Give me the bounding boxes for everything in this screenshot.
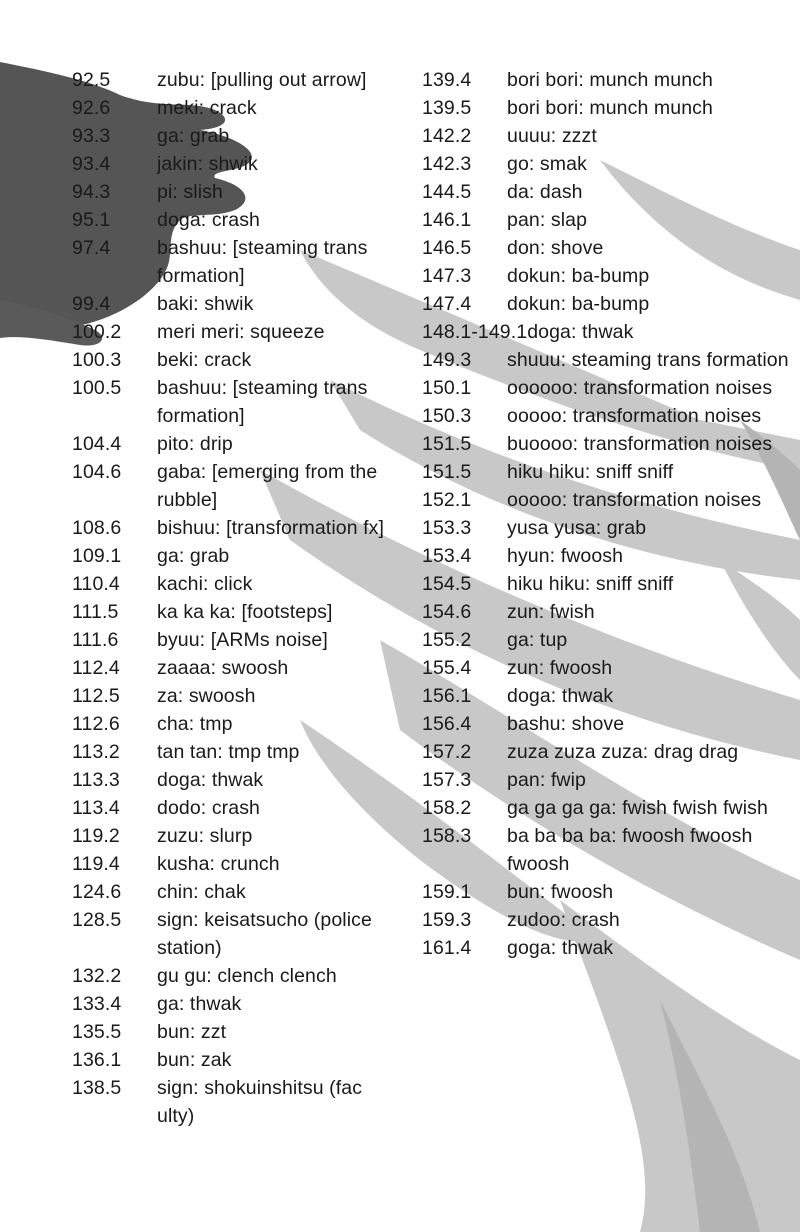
page-panel-ref: 113.3 [72,769,120,791]
sfx-translation: sign: keisatsucho (police station) [157,909,372,959]
glossary-entry [422,122,792,150]
page-panel-ref: 151.5 [422,461,472,483]
page-panel-ref: 135.5 [72,1021,122,1043]
page-panel-ref: 149.3 [422,349,472,371]
page-panel-ref: 146.5 [422,237,472,259]
page-panel-ref: 112.5 [72,685,120,707]
page-panel-ref: 142.3 [422,153,472,175]
page-panel-ref: 100.2 [72,321,122,343]
page-panel-ref: 97.4 [72,237,111,259]
page-panel-ref: 100.5 [72,377,122,399]
page-panel-ref: 95.1 [72,209,111,231]
glossary-entry [422,402,792,430]
page-panel-ref: 99.4 [72,293,111,315]
sfx-translation: bishuu: [transformation fx] [157,517,385,539]
sfx-translation: jakin: shwik [157,153,258,175]
sfx-translation: zudoo: crash [507,909,620,931]
page-panel-ref: 104.4 [72,433,122,455]
sfx-translation: hyun: fwoosh [507,545,624,567]
page-panel-ref: 139.5 [422,97,472,119]
sfx-translation: dokun: ba-bump [507,293,650,315]
glossary-entry [422,766,792,794]
page-panel-ref: 155.2 [422,629,472,651]
glossary-entry [422,514,792,542]
sfx-translation: yusa yusa: grab [507,517,647,539]
sfx-translation: doga: thwak [507,685,614,707]
sfx-translation: doga: thwak [527,321,634,343]
page-panel-ref: 109.1 [72,545,122,567]
page-panel-ref: 152.1 [422,489,472,511]
right-column [422,66,792,962]
page-panel-ref: 112.4 [72,657,120,679]
glossary-entry [72,598,402,626]
glossary-entry [422,906,792,934]
glossary-entry [72,1018,402,1046]
sfx-translation: goga: thwak [507,937,614,959]
sfx-translation: tan tan: tmp tmp [157,741,300,763]
glossary-entry [422,570,792,598]
glossary-entry [72,514,402,542]
glossary-entry [72,990,402,1018]
sfx-translation: doga: thwak [157,769,264,791]
glossary-entry [422,178,792,206]
glossary-entry [72,878,402,906]
glossary-entry [422,626,792,654]
sfx-translation: hiku hiku: sniff sniff [507,573,674,595]
page-panel-ref: 142.2 [422,125,472,147]
glossary-entry [72,850,402,878]
sfx-translation: don: shove [507,237,604,259]
page-panel-ref: 119.4 [72,853,120,875]
sfx-translation: chin: chak [157,881,246,903]
page-panel-ref: 133.4 [72,993,122,1015]
sfx-translation: ba ba ba ba: fwoosh fwoosh fwoosh [507,825,753,875]
page-panel-ref: 156.4 [422,713,472,735]
glossary-entry [72,346,402,374]
sfx-translation: zuza zuza zuza: drag drag [507,741,739,763]
glossary-entry [422,290,792,318]
sfx-translation: dodo: crash [157,797,260,819]
glossary-entry [72,94,402,122]
glossary-entry [422,234,792,262]
sfx-translation: zun: fwoosh [507,657,613,679]
glossary-entry [72,1046,402,1074]
glossary-entry [422,710,792,738]
glossary-entry [72,234,402,290]
glossary-entry [422,598,792,626]
glossary-entry [72,794,402,822]
page-panel-ref: 146.1 [422,209,472,231]
sfx-translation: meki: crack [157,97,257,119]
glossary-entry [422,878,792,906]
page-panel-ref: 108.6 [72,517,122,539]
sfx-translation: baki: shwik [157,293,254,315]
glossary-entry [422,374,792,402]
sfx-translation: zuzu: slurp [157,825,253,847]
glossary-entry [422,486,792,514]
sfx-translation: oooooo: transformation noises [507,377,773,399]
sfx-translation: bori bori: munch munch [507,97,713,119]
sfx-translation: go: smak [507,153,587,175]
glossary-entry [422,206,792,234]
sfx-translation: pi: slish [157,181,223,203]
page-panel-ref: 158.3 [422,825,472,847]
sfx-translation: bun: zak [157,1049,232,1071]
page-panel-ref: 132.2 [72,965,122,987]
glossary-entry [422,542,792,570]
page-panel-ref: 150.1 [422,377,472,399]
sfx-translation: ga: thwak [157,993,242,1015]
page-panel-ref: 148.1-149.1 [422,321,528,343]
sfx-translation: ooooo: transformation noises [507,489,762,511]
glossary-entry [72,206,402,234]
page-panel-ref: 157.2 [422,741,472,763]
glossary-entry [422,934,792,962]
sfx-translation: sign: shokuinshitsu (fac ulty) [157,1077,363,1127]
sfx-translation: meri meri: squeeze [157,321,325,343]
page-panel-ref: 93.3 [72,125,111,147]
sfx-translation: ka ka ka: [footsteps] [157,601,333,623]
page-panel-ref: 136.1 [72,1049,122,1071]
glossary-entry [72,570,402,598]
glossary-entry [422,262,792,290]
sfx-translation: ga: grab [157,125,230,147]
glossary-entry [72,290,402,318]
sfx-translation: pito: drip [157,433,233,455]
sfx-translation: bashu: shove [507,713,625,735]
glossary-entry [422,654,792,682]
page-panel-ref: 92.5 [72,69,111,91]
sfx-translation: zubu: [pulling out arrow] [157,69,367,91]
sfx-translation: dokun: ba-bump [507,265,650,287]
sfx-translation: byuu: [ARMs noise] [157,629,328,651]
glossary-entry [422,346,792,374]
page-panel-ref: 92.6 [72,97,111,119]
sfx-translation: ooooo: transformation noises [507,405,762,427]
glossary-entry [422,738,792,766]
sfx-translation: pan: fwip [507,769,586,791]
sfx-translation: gaba: [emerging from the rubble] [157,461,378,511]
page-panel-ref: 155.4 [422,657,472,679]
page-panel-ref: 159.1 [422,881,472,903]
glossary-entry [72,710,402,738]
page-panel-ref: 100.3 [72,349,122,371]
glossary-entry [72,178,402,206]
glossary-entry [72,1074,402,1130]
glossary-entry [72,430,402,458]
sfx-translation: buoooo: transformation noises [507,433,773,455]
page-panel-ref: 138.5 [72,1077,122,1099]
page-panel-ref: 144.5 [422,181,472,203]
page-panel-ref: 156.1 [422,685,472,707]
sfx-translation: bori bori: munch munch [507,69,713,91]
page-panel-ref: 139.4 [422,69,472,91]
page-panel-ref: 128.5 [72,909,122,931]
glossary-entry [72,318,402,346]
page-panel-ref: 110.4 [72,573,120,595]
sfx-translation: ga ga ga ga: fwish fwish fwish [507,797,768,819]
sfx-translation: zaaaa: swoosh [157,657,289,679]
sfx-translation: kachi: click [157,573,253,595]
page-panel-ref: 94.3 [72,181,111,203]
sfx-translation: bun: fwoosh [507,881,614,903]
left-column [72,66,402,1130]
sfx-translation: hiku hiku: sniff sniff [507,461,674,483]
glossary-entry [422,458,792,486]
glossary-entry [422,94,792,122]
page-panel-ref: 153.3 [422,517,472,539]
page-panel-ref: 154.5 [422,573,472,595]
glossary-entry [422,794,792,822]
glossary-entry [72,458,402,514]
page-panel-ref: 161.4 [422,937,472,959]
glossary-entry [72,66,402,94]
page-panel-ref: 113.2 [72,741,120,763]
glossary-entry [72,150,402,178]
sfx-translation: shuuu: steaming trans formation [507,349,789,371]
sfx-translation: beki: crack [157,349,252,371]
page-panel-ref: 147.3 [422,265,472,287]
page-panel-ref: 147.4 [422,293,472,315]
page-panel-ref: 154.6 [422,601,472,623]
sfx-translation: zun: fwish [507,601,595,623]
page-panel-ref: 113.4 [72,797,120,819]
sfx-translation: gu gu: clench clench [157,965,337,987]
sfx-translation: doga: crash [157,209,260,231]
page-panel-ref: 111.6 [72,629,119,651]
page-panel-ref: 151.5 [422,433,472,455]
sfx-translation: ga: grab [157,545,230,567]
page-panel-ref: 93.4 [72,153,111,175]
page-panel-ref: 119.2 [72,825,120,847]
page-panel-ref: 104.6 [72,461,122,483]
glossary-entry [72,626,402,654]
sfx-translation: uuuu: zzzt [507,125,597,147]
glossary-entry [72,738,402,766]
glossary-entry [422,822,792,878]
page-panel-ref: 159.3 [422,909,472,931]
glossary-entry [72,962,402,990]
page-panel-ref: 157.3 [422,769,472,791]
sfx-translation: da: dash [507,181,583,203]
glossary-entry [72,906,402,962]
glossary-entry [72,542,402,570]
glossary-entry [72,822,402,850]
glossary-entry [72,682,402,710]
glossary-entry [422,430,792,458]
sfx-translation: bun: zzt [157,1021,227,1043]
page-panel-ref: 150.3 [422,405,472,427]
sfx-translation: za: swoosh [157,685,256,707]
page-panel-ref: 112.6 [72,713,120,735]
page-panel-ref: 158.2 [422,797,472,819]
sfx-translation: pan: slap [507,209,588,231]
page-panel-ref: 124.6 [72,881,122,903]
sfx-translation: bashuu: [steaming trans formation] [157,377,368,427]
glossary-entry [72,122,402,150]
glossary-entry [422,318,792,346]
glossary-entry [72,654,402,682]
page-panel-ref: 153.4 [422,545,472,567]
sfx-translation: kusha: crunch [157,853,280,875]
sfx-translation: ga: tup [507,629,568,651]
glossary-entry [72,766,402,794]
sfx-translation: cha: tmp [157,713,233,735]
glossary-entry [72,374,402,430]
glossary-entry [422,66,792,94]
glossary-entry [422,150,792,178]
glossary-entry [422,682,792,710]
page-panel-ref: 111.5 [72,601,119,623]
sfx-translation: bashuu: [steaming trans formation] [157,237,368,287]
